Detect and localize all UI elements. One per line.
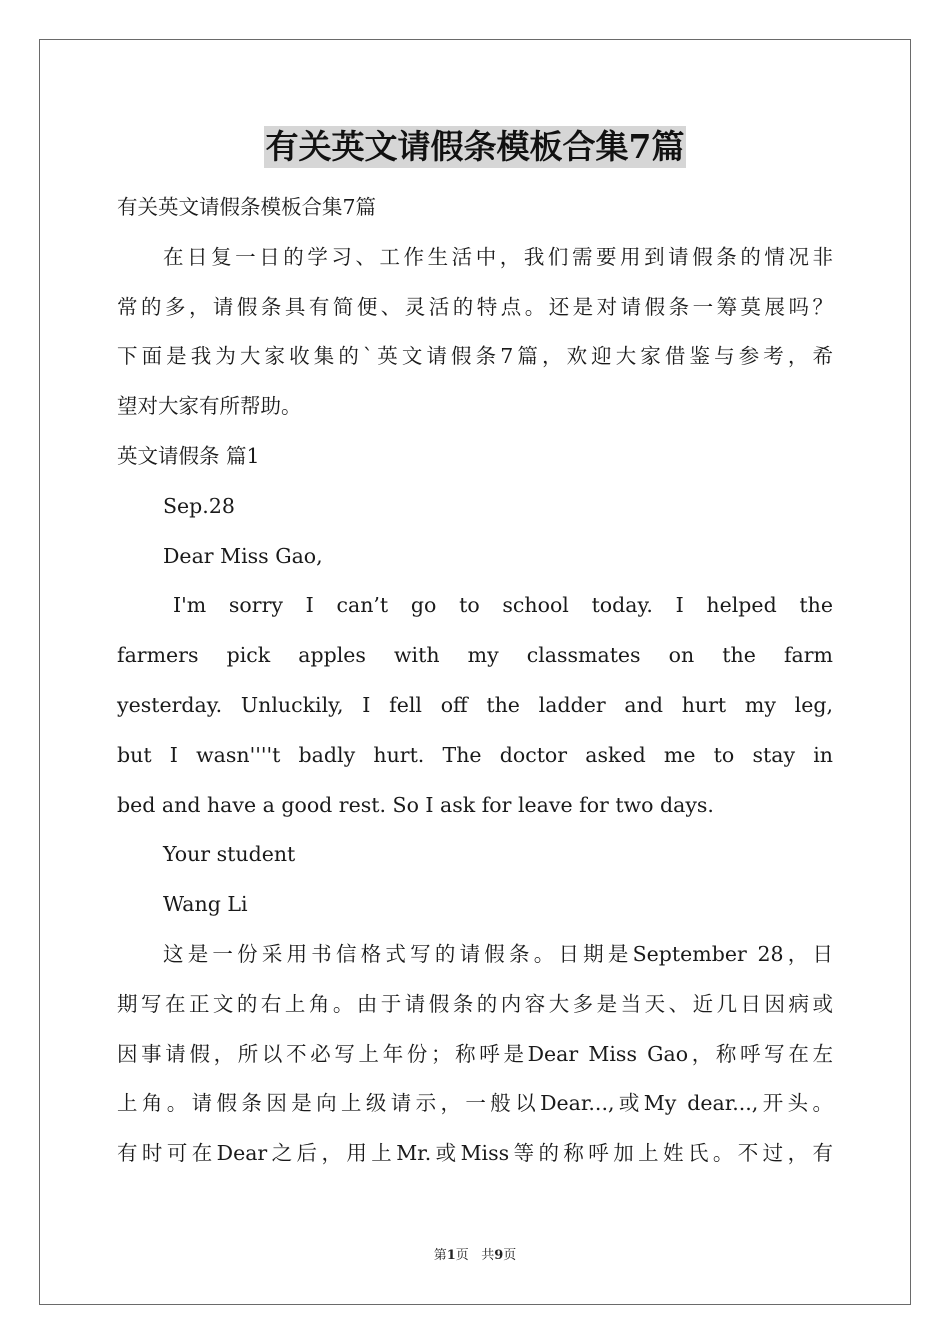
section-heading: 英文请假条 篇1 [117, 443, 260, 468]
intro-line: 下面是我为大家收集的`英文请假条7篇，欢迎大家借鉴与参考，希 [117, 344, 833, 369]
letter-closing: Your student [163, 842, 296, 867]
document-subtitle: 有关英文请假条模板合集7篇 [117, 195, 377, 219]
letter-salutation: Dear Miss Gao, [163, 543, 323, 568]
footer-page-number: 1 [446, 1248, 456, 1263]
intro-line: 常的多，请假条具有简便、灵活的特点。还是对请假条一筹莫展吗？ [117, 294, 833, 319]
analysis-line: 期写在正文的右上角。由于请假条的内容大多是当天、近几日因病或 [117, 991, 833, 1016]
analysis-line: 这是一份采用书信格式写的请假条。日期是September 28，日 [163, 941, 833, 966]
letter-body-line: I'm sorry I can’t go to school today. I helped the [173, 593, 833, 618]
footer-total-suffix: 页 [503, 1248, 517, 1263]
title-container [0, 126, 950, 168]
document-body [117, 183, 833, 1179]
letter-signature: Wang Li [163, 892, 248, 917]
footer-page-suffix: 页 [455, 1248, 469, 1263]
letter-body-line: farmers pick apples with my classmates on the farm [117, 643, 833, 668]
intro-line: 望对大家有所帮助。 [117, 394, 302, 419]
analysis-line: 有时可在Dear之后，用上Mr.或Miss等的称呼加上姓氏。不过，有 [117, 1141, 833, 1166]
letter-date: Sep.28 [163, 493, 235, 518]
analysis-line: 因事请假，所以不必写上年份；称呼是Dear Miss Gao，称呼写在左 [117, 1041, 833, 1066]
document-title: 有关英文请假条模板合集7篇 [265, 127, 685, 166]
analysis-line: 上角。请假条因是向上级请示，一般以Dear...,或My dear...,开头。 [117, 1091, 833, 1116]
footer-total-pages: 9 [494, 1248, 504, 1263]
footer-prefix: 第 [433, 1248, 447, 1263]
footer-total-prefix: 共 [481, 1248, 495, 1263]
letter-body-line: but I wasn''''t badly hurt. The doctor asked me to stay in [117, 742, 833, 767]
letter-body-line: yesterday. Unluckily, I fell off the ladder and hurt my leg, [117, 692, 833, 717]
letter-body-line: bed and have a good rest. So I ask for leave for two days. [117, 792, 714, 817]
page-footer [0, 1247, 950, 1265]
intro-line: 在日复一日的学习、工作生活中，我们需要用到请假条的情况非 [163, 244, 833, 269]
